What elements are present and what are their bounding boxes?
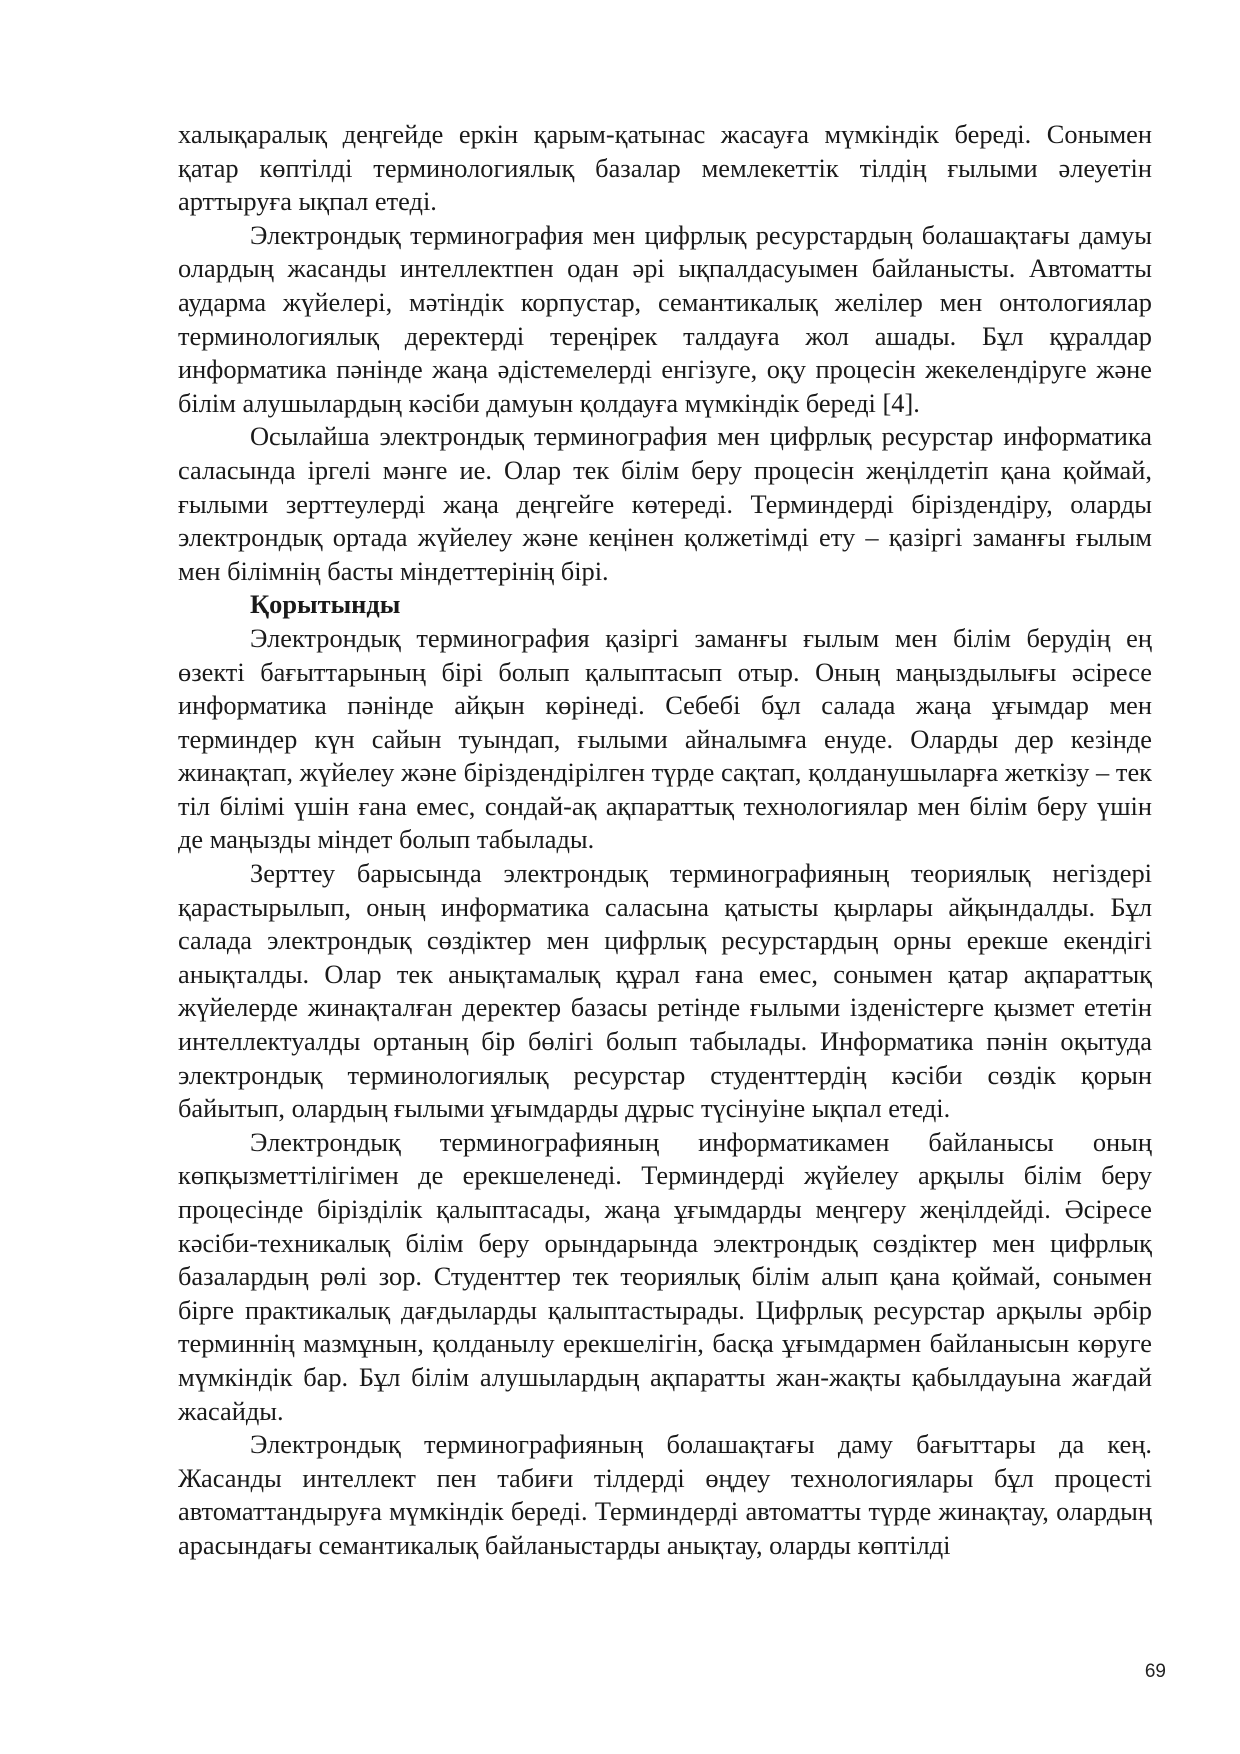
paragraph: Осылайша электрондық терминография мен цифрлық ресурстар информатика саласында іргелі мәнге ие. Олар тек білім беру процесін жеңілдетіп қана қоймай, ғылыми зерттеулерді жаңа деңгейге көтереді. Терминдерді біріздендіру, оларды электрондық ортада жүйелеу және кеңінен қолжетімді ету – қазіргі заманғы ғылым мен білімнің басты міндеттерінің бірі. — [178, 421, 1152, 586]
paragraph-continuation: халықаралық деңгейде еркін қарым-қатынас жасауға мүмкіндік береді. Сонымен қатар көптілді терминологиялық базалар мемлекеттік тілдің ғылыми әлеуетін арттыруға ықпал етеді. — [178, 119, 1152, 217]
paragraph: Электрондық терминографияның болашақтағы даму бағыттары да кең. Жасанды интеллект пен табиғи тілдерді өңдеу технологиялары бұл процесті автоматтандыруға мүмкіндік береді. Терминдерді автоматты түрде жинақтау, олардың арасындағы семантикалық байланыстарды анықтау, оларды көптілді — [178, 1429, 1152, 1560]
paragraph: Зерттеу барысында электрондық терминографияның теориялық негіздері қарастырылып, оның информатика саласына қатысты қырлары айқындалды. Бұл салада электрондық сөздіктер мен цифрлық ресурстардың орны ерекше екендігі анықталды. Олар тек анықтамалық құрал ғана емес, сонымен қатар ақпараттық жүйелерде жинақталған деректер базасы ретінде ғылыми ізденістерге қызмет ететін интеллектуалды ортаның бір бөлігі болып табылады. Информатика пәнін оқытуда электрондық терминологиялық ресурстар студенттердің кәсіби сөздік қорын байытып, олардың ғылыми ұғымдарды дұрыс түсінуіне ықпал етеді. — [178, 858, 1152, 1124]
paragraph: Электрондық терминография қазіргі заманғы ғылым мен білім берудің ең өзекті бағыттарының бірі болып қалыптасып отыр. Оның маңыздылығы әсіресе информатика пәнінде айқын көрінеді. Себебі бұл салада жаңа ұғымдар мен терминдер күн сайын туындап, ғылыми айналымға енуде. Оларды дер кезінде жинақтап, жүйелеу және біріздендірілген түрде сақтап, қолданушыларға жеткізу – тек тіл білімі үшін ғана емес, сондай-ақ ақпараттық технологиялар мен білім беру үшін де маңызды міндет болып табылады. — [178, 622, 1152, 855]
paragraph: Электрондық терминографияның информатикамен байланысы оның көпқызметтілігімен де ерекшеленеді. Терминдерді жүйелеу арқылы білім беру процесінде бірізділік қалыптасады, жаңа ұғымдарды меңгеру жеңілдейді. Әсіресе кәсіби-техникалық білім беру орындарында электрондық сөздіктер мен цифрлық базалардың рөлі зор. Студенттер тек теориялық білім алып қана қоймай, сонымен бірге практикалық дағдыларды қалыптастырады. Цифрлық ресурстар арқылы әрбір терминнің мазмұнын, қолданылу ерекшелігін, басқа ұғымдармен байланысын көруге мүмкіндік бар. Бұл білім алушылардың ақпаратты жан-жақты қабылдауына жағдай жасайды. — [178, 1126, 1152, 1426]
section-heading-conclusion: Қорытынды — [250, 589, 401, 620]
document-body — [178, 118, 1152, 1563]
page-number: 69 — [1144, 1661, 1166, 1682]
paragraph: Электрондық терминография мен цифрлық ресурстардың болашақтағы дамуы олардың жасанды интеллектпен одан әрі ықпалдасуымен байланысты. Автоматты аударма жүйелері, мәтіндік корпустар, семантикалық желілер мен онтологиялар терминологиялық деректерді тереңірек талдауға жол ашады. Бұл құралдар информатика пәнінде жаңа әдістемелерді енгізуге, оқу процесін жекелендіруге және білім алушылардың кәсіби дамуын қолдауға мүмкіндік береді [4]. — [178, 219, 1152, 418]
